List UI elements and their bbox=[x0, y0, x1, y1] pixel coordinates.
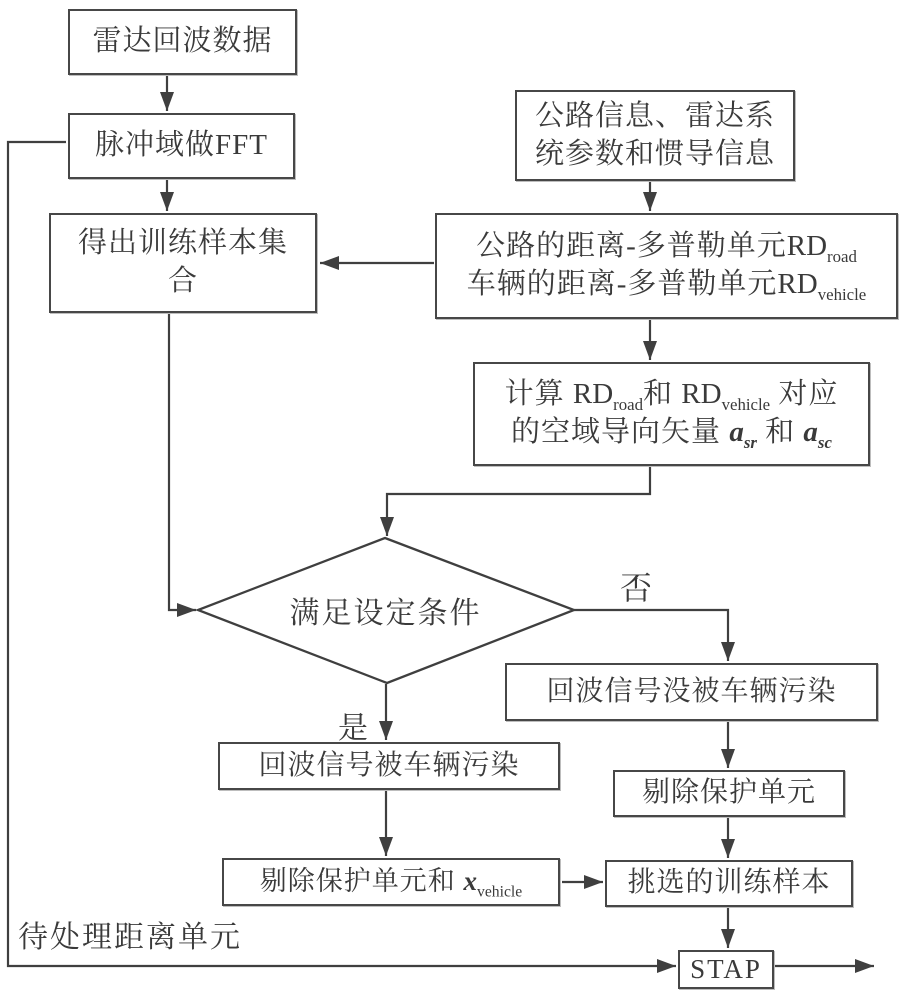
compute-l2-var2: a bbox=[803, 416, 818, 448]
remove-guard-right-label: 剔除保护单元 bbox=[641, 777, 816, 809]
selected-samples-label: 挑选的训练样本 bbox=[627, 867, 831, 899]
rd-line2-subscript: vehicle bbox=[817, 284, 867, 304]
node-stap bbox=[678, 950, 774, 989]
node-training-sample-set bbox=[49, 213, 317, 313]
edge-decision-no bbox=[574, 610, 728, 661]
polluted-label: 回波信号被车辆污染 bbox=[258, 749, 520, 781]
node-remove-guard-cells bbox=[613, 770, 845, 817]
info-line2: 统参数和惯导信息 bbox=[534, 137, 775, 170]
compute-l1-p3: 对应 bbox=[770, 378, 839, 411]
edge-trainingset-to-decision bbox=[169, 313, 196, 610]
compute-l1-p2: 和 bbox=[643, 378, 682, 411]
compute-l1-p1: 计算 bbox=[504, 378, 573, 411]
rd-line2-variable: RD bbox=[777, 268, 818, 300]
compute-l1-var1: RD bbox=[572, 378, 614, 411]
compute-l2-p1: 的空域导向矢量 bbox=[511, 416, 730, 448]
compute-l2-var1: a bbox=[729, 416, 744, 448]
node-compute-steering-vectors bbox=[473, 362, 870, 466]
node-pulse-domain-fft bbox=[68, 113, 295, 179]
compute-l1-sub2: vehicle bbox=[721, 395, 771, 415]
rd-line1-variable: RD bbox=[786, 230, 828, 263]
remove-guard-left-subscript: vehicle bbox=[477, 883, 523, 901]
remove-guard-left-text: 剔除保护单元和 bbox=[259, 866, 464, 897]
node-selected-training-samples bbox=[605, 860, 853, 907]
branch-label-no: 否 bbox=[620, 570, 654, 606]
compute-l1-var2: RD bbox=[681, 378, 722, 411]
branch-label-yes: 是 bbox=[338, 712, 369, 745]
stap-label: STAP bbox=[690, 953, 762, 984]
node-radar-echo-data bbox=[68, 9, 297, 75]
node-echo-polluted bbox=[218, 742, 560, 790]
node-echo-not-polluted bbox=[505, 663, 878, 721]
rd-line1-subscript: road bbox=[827, 247, 857, 267]
compute-l1-sub1: road bbox=[613, 395, 644, 415]
training-set-line1: 得出训练样本集 bbox=[77, 227, 288, 260]
node-road-radar-ins-info bbox=[515, 90, 795, 181]
edge-compute-to-decision bbox=[387, 466, 650, 536]
node-fft-label: 脉冲域做FFT bbox=[95, 129, 268, 162]
info-line1: 公路信息、雷达系 bbox=[534, 99, 775, 132]
node-remove-guard-cells-and-xvehicle bbox=[222, 858, 560, 906]
compute-l2-sub2: sc bbox=[817, 432, 832, 452]
compute-l2-sub1: sr bbox=[743, 432, 757, 452]
rd-line1-text: 公路的距离-多普勒单元 bbox=[476, 230, 787, 263]
training-set-line2: 合 bbox=[167, 265, 198, 297]
not-polluted-label: 回波信号没被车辆污染 bbox=[546, 675, 837, 707]
node-decision-condition bbox=[248, 591, 523, 629]
remove-guard-left-variable: x bbox=[463, 866, 478, 897]
rd-line2-text: 车辆的距离-多普勒单元 bbox=[466, 268, 778, 300]
decision-label: 满足设定条件 bbox=[289, 597, 482, 630]
compute-l2-p2: 和 bbox=[756, 416, 804, 448]
node-range-doppler-cells bbox=[435, 213, 898, 319]
label-pending-range-cells: 待处理距离单元 bbox=[18, 921, 242, 954]
node-radar-echo-label: 雷达回波数据 bbox=[92, 25, 273, 58]
